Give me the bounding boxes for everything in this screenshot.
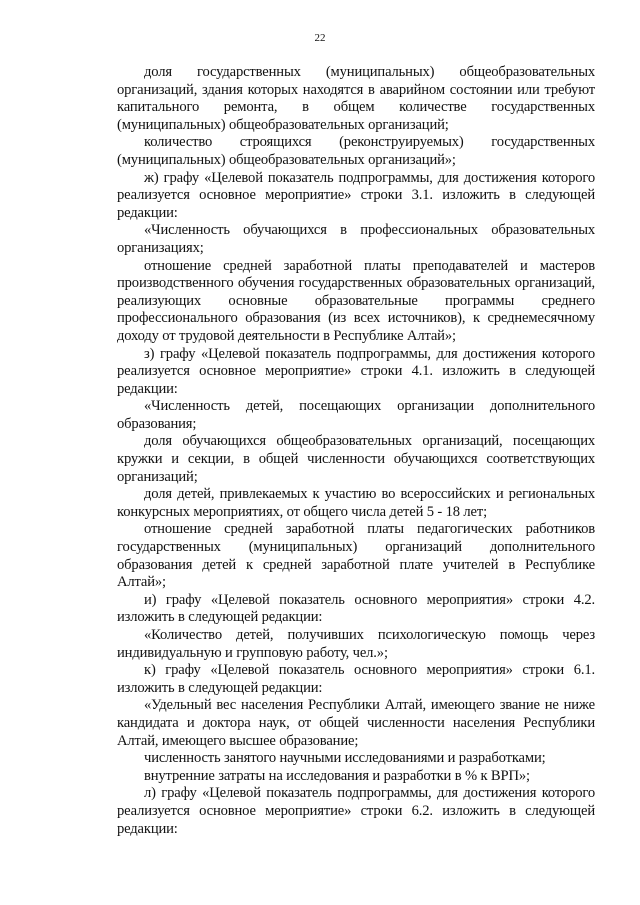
paragraph: з) графу «Целевой показатель подпрограммы, для достижения которого реализуется основное мероприятие» строки 4.1. изложить в следующей редакции: [117,345,595,397]
paragraph: отношение средней заработной платы педагогических работников государственных (муниципальных) организаций дополнительного образования детей к средней заработной плате учителей в Республике Алтай»; [117,521,595,591]
paragraph: внутренние затраты на исследования и разработки в % к ВРП»; [144,767,530,784]
document-body [117,64,595,838]
paragraph: численность занятого научными исследованиями и разработками; [144,750,546,767]
page-number: 22 [314,32,326,44]
paragraph: доля детей, привлекаемых к участию во всероссийских и региональных конкурсных мероприятиях, от общего числа детей 5 - 18 лет; [117,486,595,520]
paragraph: отношение средней заработной платы преподавателей и мастеров производственного обучения государственных образовательных организаций, реализующих основные образовательные программы среднего профессионального образования (из всех источников), к среднемесячному доходу от трудовой деятельности в Республике Алтай»; [117,257,595,344]
paragraph: «Количество детей, получивших психологическую помощь через индивидуальную и групповую работу, чел.»; [117,627,595,661]
paragraph: количество строящихся (реконструируемых) государственных (муниципальных) общеобразовательных организаций»; [117,134,595,168]
paragraph: к) графу «Целевой показатель основного мероприятия» строки 6.1. изложить в следующей редакции: [117,662,595,696]
paragraph: и) графу «Целевой показатель основного мероприятия» строки 4.2. изложить в следующей редакции: [117,591,595,626]
paragraph: ж) графу «Целевой показатель подпрограммы, для достижения которого реализуется основное мероприятие» строки 3.1. изложить в следующей редакции: [117,169,595,221]
paragraph: доля государственных (муниципальных) общеобразовательных организаций, здания которых находятся в аварийном состоянии или требуют капитального ремонта, в общем количестве государственных (муниципальных) общеобразовательных организаций; [117,64,595,133]
paragraph: «Численность детей, посещающих организации дополнительного образования; [117,398,595,432]
paragraph: «Численность обучающихся в профессиональных образовательных организациях; [117,222,595,256]
paragraph: л) графу «Целевой показатель подпрограммы, для достижения которого реализуется основное мероприятие» строки 6.2. изложить в следующей редакции: [117,785,595,837]
paragraph: «Удельный вес населения Республики Алтай, имеющего звание не ниже кандидата и доктора наук, от общей численности населения Республики Алтай, имеющего высшее образование; [117,697,595,749]
paragraph: доля обучающихся общеобразовательных организаций, посещающих кружки и секции, в общей численности обучающихся соответствующих организаций; [117,433,595,485]
